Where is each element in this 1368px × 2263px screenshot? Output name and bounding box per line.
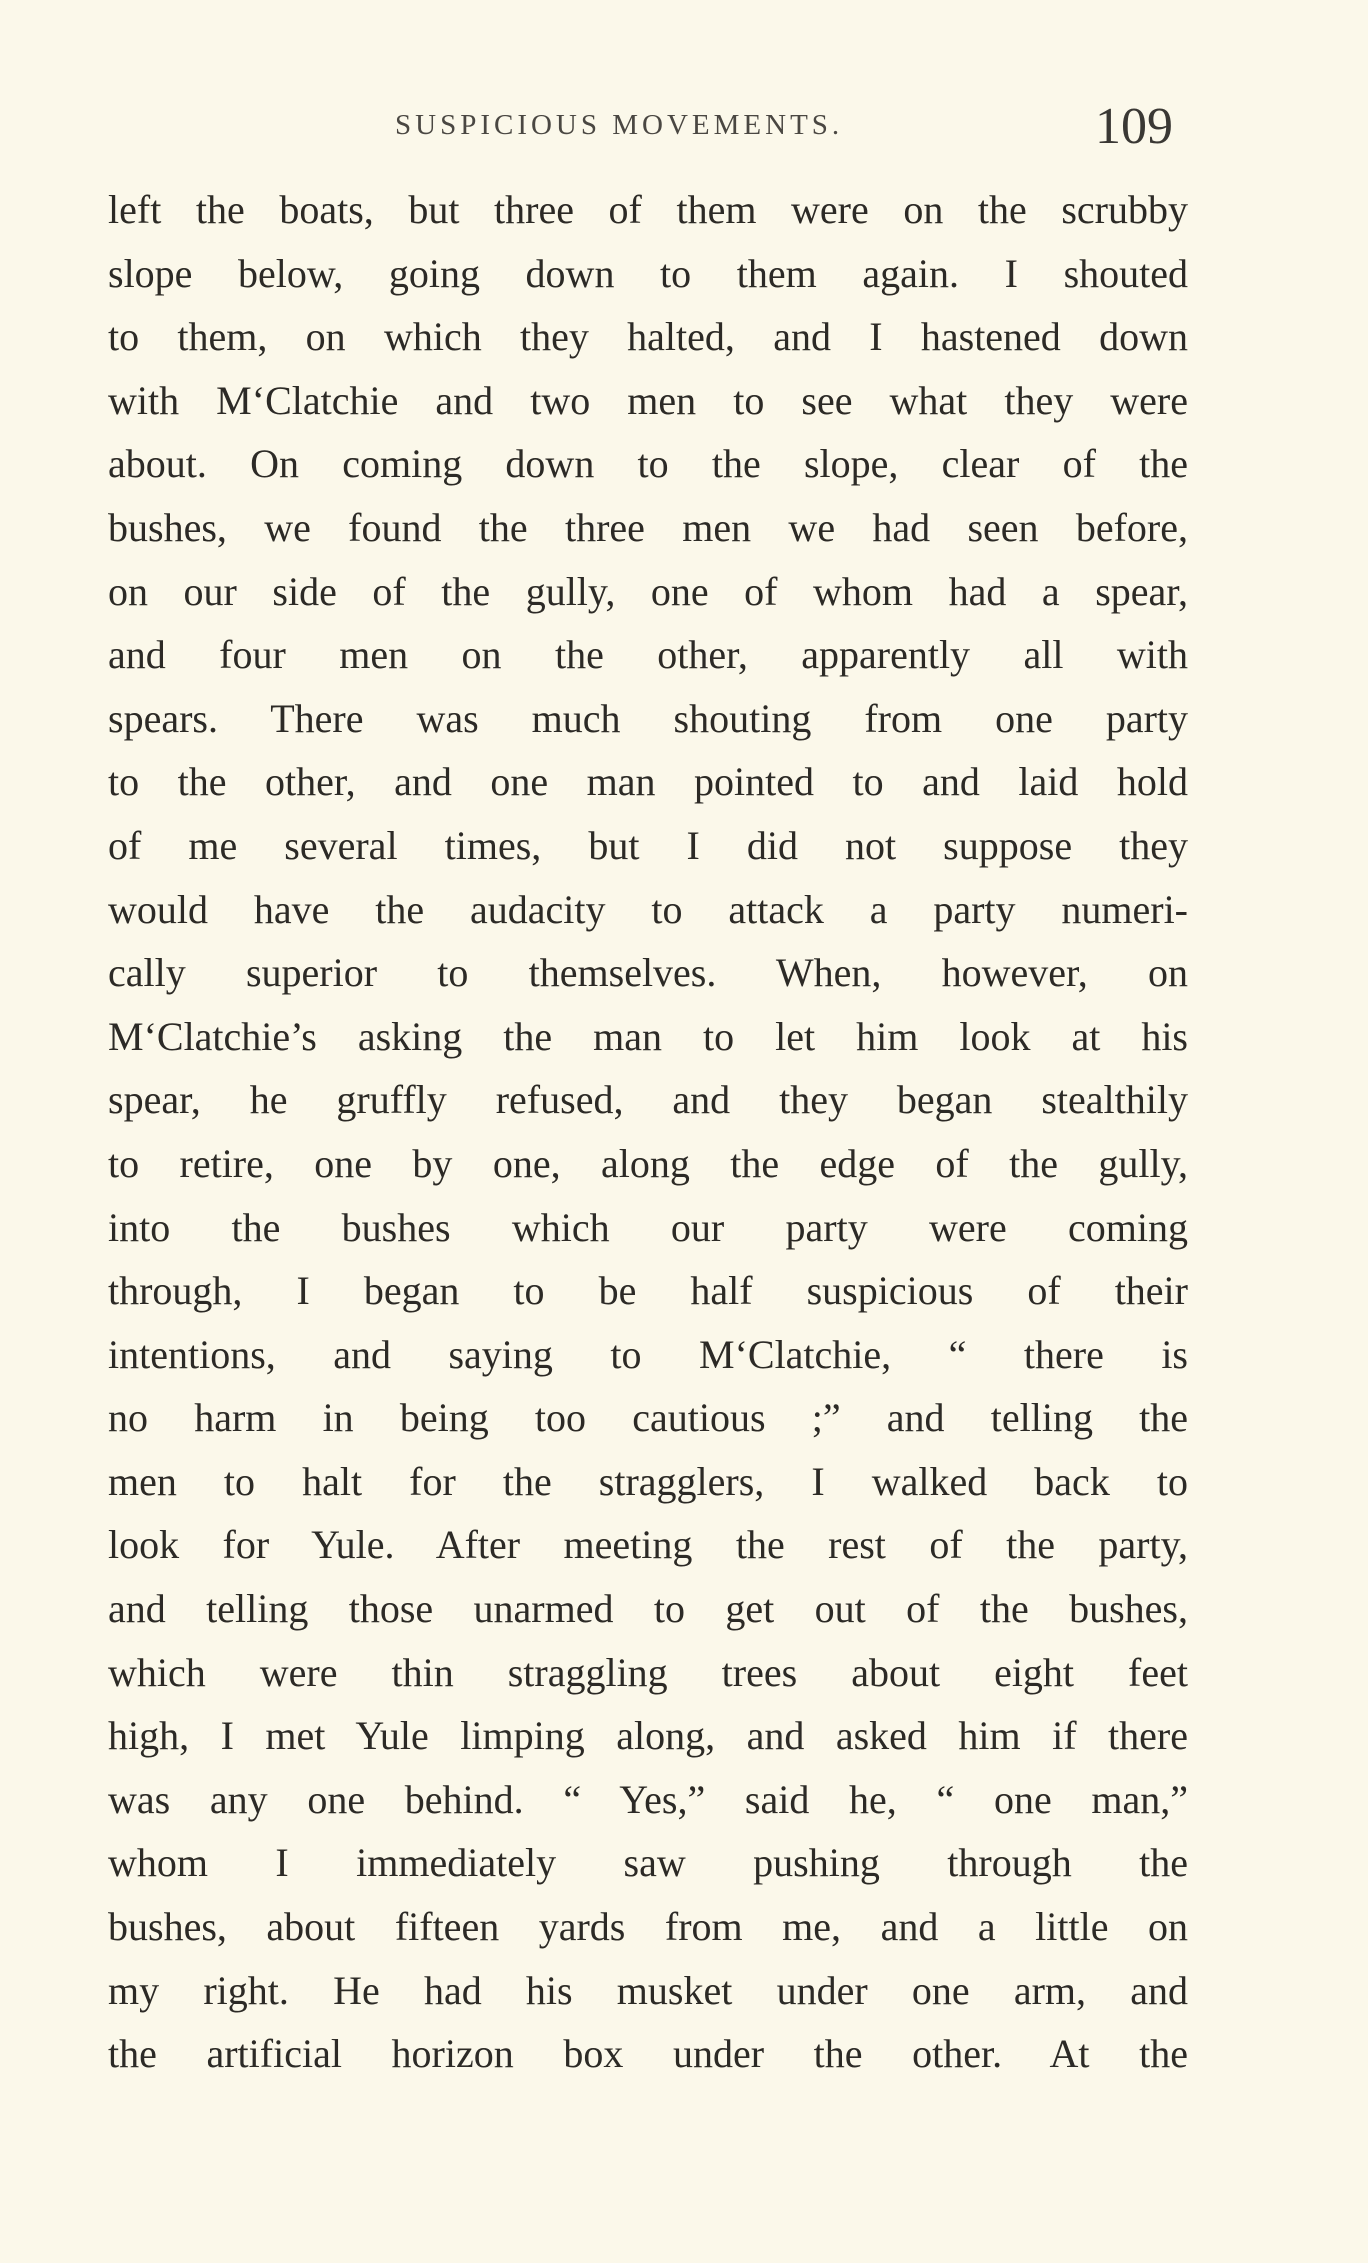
text-line: cally superior to themselves. When, however, on	[108, 950, 1188, 996]
running-title: SUSPICIOUS MOVEMENTS.	[395, 109, 844, 141]
text-line: on our side of the gully, one of whom had a spear,	[108, 568, 1188, 614]
text-line: would have the audacity to attack a party numeri-	[108, 886, 1188, 932]
text-line: no harm in being too cautious ;” and telling the	[108, 1395, 1188, 1441]
text-line: spears. There was much shouting from one party	[108, 695, 1188, 741]
text-line: the artificial horizon box under the other. At the	[108, 2031, 1188, 2077]
text-line: intentions, and saying to M‘Clatchie, “ there is	[108, 1331, 1188, 1377]
text-line: to retire, one by one, along the edge of the gully,	[108, 1140, 1188, 1186]
text-line: into the bushes which our party were coming	[108, 1204, 1188, 1250]
text-line: bushes, about fifteen yards from me, and a little on	[108, 1904, 1188, 1950]
text-line: whom I immediately saw pushing through the	[108, 1840, 1188, 1886]
page-number: 109	[1095, 98, 1173, 155]
text-line: and four men on the other, apparently all with	[108, 632, 1188, 678]
text-line: bushes, we found the three men we had seen before,	[108, 504, 1188, 550]
text-line: M‘Clatchie’s asking the man to let him look at his	[108, 1013, 1188, 1059]
text-line: was any one behind. “ Yes,” said he, “ one man,”	[108, 1776, 1188, 1822]
text-line: left the boats, but three of them were on the scrubby	[108, 187, 1188, 232]
text-line: with M‘Clatchie and two men to see what they were	[108, 377, 1188, 423]
text-line: to them, on which they halted, and I hastened down	[108, 314, 1188, 360]
text-line: spear, he gruffly refused, and they began stealthily	[108, 1077, 1188, 1123]
body-text	[108, 178, 1188, 2086]
text-line: about. On coming down to the slope, clear of the	[108, 441, 1188, 487]
text-line: men to halt for the stragglers, I walked back to	[108, 1458, 1188, 1504]
text-line: and telling those unarmed to get out of the bushes,	[108, 1586, 1188, 1632]
text-line: look for Yule. After meeting the rest of the party,	[108, 1522, 1188, 1568]
text-line: my right. He had his musket under one arm, and	[108, 1967, 1188, 2013]
text-line: through, I began to be half suspicious of their	[108, 1268, 1188, 1314]
running-head	[395, 98, 1195, 155]
text-line: high, I met Yule limping along, and asked him if there	[108, 1713, 1188, 1759]
text-line: which were thin straggling trees about eight feet	[108, 1649, 1188, 1695]
text-line: to the other, and one man pointed to and laid hold	[108, 759, 1188, 805]
text-line: of me several times, but I did not suppose they	[108, 822, 1188, 868]
text-line: slope below, going down to them again. I shouted	[108, 250, 1188, 296]
